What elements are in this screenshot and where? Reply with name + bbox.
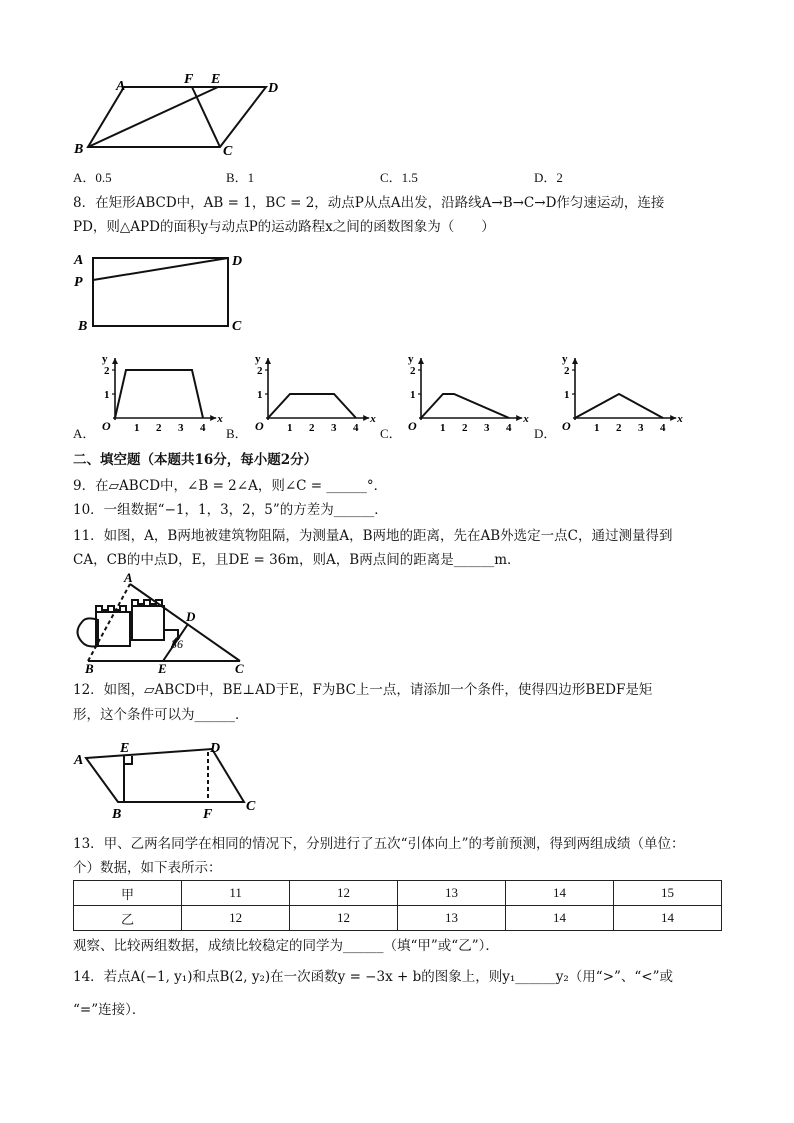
y-tick-label: 2 bbox=[564, 365, 570, 377]
table-cell: 13 bbox=[398, 881, 506, 906]
q10-text: 10．一组数据“−1，1，3，2，5”的方差为______． bbox=[73, 502, 388, 518]
table-cell: 12 bbox=[182, 906, 290, 931]
q7-label-D: D bbox=[268, 81, 279, 96]
q7-parallelogram-figure bbox=[70, 70, 290, 160]
q13-text-line2: 个）数据，如下表所示： bbox=[73, 860, 222, 876]
y-tick-label: 2 bbox=[104, 365, 110, 377]
table-cell: 14 bbox=[506, 906, 614, 931]
q8-option-a-label[interactable]: A． bbox=[73, 426, 96, 441]
series-line bbox=[421, 394, 509, 418]
origin-label: O bbox=[562, 419, 571, 433]
x-tick-label: 3 bbox=[331, 422, 337, 434]
table-cell: 14 bbox=[613, 906, 721, 931]
q8-label-C: C bbox=[232, 319, 242, 334]
y-axis-label: y bbox=[562, 353, 568, 365]
q8-label-D: D bbox=[232, 254, 243, 269]
q12-label-E: E bbox=[120, 741, 130, 756]
q8-label-A: A bbox=[74, 253, 84, 268]
series-line bbox=[115, 370, 203, 418]
table-row bbox=[74, 881, 722, 906]
q8-rectangle-figure bbox=[70, 248, 260, 336]
x-tick-label: 3 bbox=[638, 422, 644, 434]
y-tick-label: 2 bbox=[410, 365, 416, 377]
table-cell: 11 bbox=[182, 881, 290, 906]
x-axis-label: x bbox=[677, 413, 683, 425]
x-tick-label: 1 bbox=[594, 422, 600, 434]
q8-text-line2: PD，则△APD的面积y与动点P的运动路程x之间的函数图象为（ ） bbox=[73, 219, 495, 235]
table-cell: 13 bbox=[398, 906, 506, 931]
q12-label-B: B bbox=[112, 807, 122, 822]
q9-text: 9．在▱ABCD中，∠B = 2∠A，则∠C = ______°． bbox=[73, 478, 388, 494]
q14-text-line2: “=”连接）． bbox=[73, 1002, 146, 1018]
q8-graph-d[interactable] bbox=[553, 350, 688, 442]
table-cell: 12 bbox=[290, 881, 398, 906]
table-cell: 乙 bbox=[74, 906, 182, 931]
q12-text-line1: 12．如图，▱ABCD中，BE⊥AD于E，F为BC上一点，请添加一个条件，使得四边形BEDF是矩 bbox=[73, 682, 653, 698]
y-axis-label: y bbox=[255, 353, 261, 365]
x-tick-label: 4 bbox=[353, 422, 359, 434]
x-axis-arrow bbox=[670, 415, 676, 421]
table-cell: 甲 bbox=[74, 881, 182, 906]
q7-label-A: A bbox=[116, 79, 126, 94]
y-axis-arrow bbox=[572, 358, 578, 364]
q8-label-B: B bbox=[78, 319, 88, 334]
q12-label-C: C bbox=[246, 799, 256, 814]
x-tick-label: 4 bbox=[660, 422, 666, 434]
q8-option-b-label[interactable]: B． bbox=[226, 426, 248, 441]
q12-label-A: A bbox=[74, 753, 84, 768]
origin-label: O bbox=[255, 419, 264, 433]
q11-text-line2: CA，CB的中点D，E，且DE = 36m，则A，B两点间的距离是______m． bbox=[73, 552, 521, 568]
x-tick-label: 1 bbox=[134, 422, 140, 434]
q7-label-C: C bbox=[223, 144, 233, 159]
q8-graph-b[interactable] bbox=[246, 350, 381, 442]
y-axis-arrow bbox=[112, 358, 118, 364]
table-row bbox=[74, 906, 722, 931]
q11-triangle-figure bbox=[68, 572, 253, 676]
table-cell: 15 bbox=[613, 881, 721, 906]
x-tick-label: 2 bbox=[616, 422, 622, 434]
x-tick-label: 3 bbox=[484, 422, 490, 434]
x-tick-label: 4 bbox=[506, 422, 512, 434]
q8-option-d-label[interactable]: D． bbox=[534, 426, 557, 441]
q11-label-A: A bbox=[124, 572, 133, 585]
q8-graph-c[interactable] bbox=[399, 350, 534, 442]
q11-label-D: D bbox=[186, 609, 196, 624]
x-tick-label: 4 bbox=[200, 422, 206, 434]
q7-label-F: F bbox=[184, 72, 194, 87]
q12-label-D: D bbox=[210, 741, 221, 756]
y-axis-label: y bbox=[102, 353, 108, 365]
x-axis-arrow bbox=[363, 415, 369, 421]
q7-option-a[interactable]: A．0.5 bbox=[73, 170, 112, 185]
q7-option-c[interactable]: C．1.5 bbox=[380, 170, 418, 185]
q8-option-c-label[interactable]: C． bbox=[380, 426, 402, 441]
x-tick-label: 1 bbox=[287, 422, 293, 434]
table-cell: 12 bbox=[290, 906, 398, 931]
q13-score-table bbox=[73, 880, 722, 931]
q12-text-line2: 形，这个条件可以为______． bbox=[73, 707, 249, 723]
q12-label-F: F bbox=[203, 807, 213, 822]
q7-label-E: E bbox=[211, 72, 221, 87]
x-axis-label: x bbox=[370, 413, 376, 425]
q7-label-B: B bbox=[74, 142, 84, 157]
y-tick-label: 1 bbox=[104, 389, 110, 401]
origin-label: O bbox=[408, 419, 417, 433]
y-tick-label: 1 bbox=[257, 389, 263, 401]
q8-label-P: P bbox=[74, 275, 83, 290]
q14-text-line1: 14．若点A(−1, y₁)和点B(2, y₂)在一次函数y = −3x + b的图象上，则y₁______y₂（用“>”、“<”或 bbox=[73, 969, 674, 985]
x-axis-arrow bbox=[516, 415, 522, 421]
q7-option-d[interactable]: D．2 bbox=[534, 170, 563, 185]
q13-text-after: 观察、比较两组数据，成绩比较稳定的同学为______（填“甲”或“乙”）． bbox=[73, 938, 499, 954]
y-axis-arrow bbox=[265, 358, 271, 364]
series-line bbox=[268, 394, 356, 418]
y-tick-label: 1 bbox=[564, 389, 570, 401]
x-axis-arrow bbox=[210, 415, 216, 421]
x-tick-label: 2 bbox=[309, 422, 315, 434]
x-tick-label: 2 bbox=[462, 422, 468, 434]
x-tick-label: 3 bbox=[178, 422, 184, 434]
q8-graph-a[interactable] bbox=[93, 350, 228, 442]
q7-option-b[interactable]: B．1 bbox=[226, 170, 255, 185]
q11-label-B: B bbox=[85, 661, 94, 676]
q12-parallelogram-figure bbox=[72, 732, 267, 824]
q11-text-line1: 11．如图，A，B两地被建筑物阻隔，为测量A，B两地的距离，先在AB外选定一点C，通过测量得到 bbox=[73, 528, 673, 544]
q13-text-line1: 13．甲、乙两名同学在相同的情况下，分别进行了五次“引体向上”的考前预测，得到两组成绩（单位： bbox=[73, 836, 685, 852]
x-axis-label: x bbox=[217, 413, 223, 425]
x-tick-label: 1 bbox=[440, 422, 446, 434]
x-axis-label: x bbox=[523, 413, 529, 425]
q11-label-E: E bbox=[158, 661, 167, 676]
section-title-fill-in: 二、填空题（本题共16分，每小题2分） bbox=[73, 452, 318, 468]
series-line bbox=[575, 394, 663, 418]
origin-label: O bbox=[102, 419, 111, 433]
q11-label-36: 36 bbox=[171, 637, 183, 651]
y-axis-label: y bbox=[408, 353, 414, 365]
y-tick-label: 1 bbox=[410, 389, 416, 401]
y-axis-arrow bbox=[418, 358, 424, 364]
q8-text-line1: 8．在矩形ABCD中，AB = 1，BC = 2，动点P从点A出发，沿路线A→B→C→D作匀速运动，连接 bbox=[73, 195, 665, 211]
x-tick-label: 2 bbox=[156, 422, 162, 434]
table-cell: 14 bbox=[506, 881, 614, 906]
y-tick-label: 2 bbox=[257, 365, 263, 377]
q11-label-C: C bbox=[235, 661, 244, 676]
